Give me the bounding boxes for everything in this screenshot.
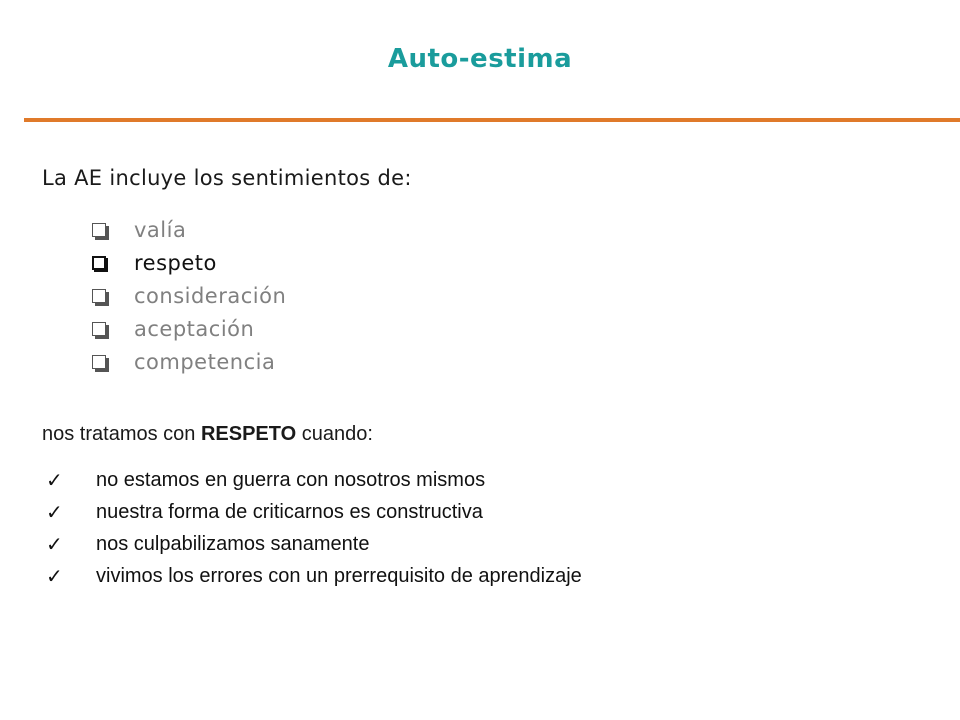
condition-text: no estamos en guerra con nosotros mismos <box>96 468 486 491</box>
intro-text: La AE incluye los sentimientos de: <box>42 166 412 190</box>
respect-intro-before: nos tratamos con <box>42 423 201 445</box>
checkmark-icon: ✓ <box>46 565 63 588</box>
feeling-item <box>92 279 286 312</box>
feelings-list <box>92 213 286 378</box>
condition-text: nuestra forma de criticarnos es constructiva <box>96 500 483 523</box>
respect-intro-after: cuando: <box>296 423 373 445</box>
respect-emphasis: RESPETO <box>200 423 297 445</box>
checkbox-square-icon <box>92 355 106 369</box>
conditions-list <box>46 464 582 592</box>
feeling-item-active <box>92 246 286 279</box>
feeling-label: aceptación <box>134 316 255 341</box>
slide-title: Auto-estima <box>387 44 573 74</box>
feeling-item <box>92 312 286 345</box>
condition-item <box>46 560 582 592</box>
feeling-label: consideración <box>134 283 287 308</box>
feeling-label: competencia <box>134 349 276 374</box>
condition-text: vivimos los errores con un prerrequisito de aprendizaje <box>96 564 582 587</box>
checkmark-icon: ✓ <box>46 533 63 556</box>
checkbox-square-icon <box>92 289 106 303</box>
feeling-item <box>92 345 286 378</box>
checkmark-icon: ✓ <box>46 469 63 492</box>
checkmark-icon: ✓ <box>46 501 63 524</box>
title-divider <box>24 118 960 122</box>
feeling-item <box>92 213 286 246</box>
checkbox-square-icon <box>92 256 106 270</box>
feeling-label: valía <box>134 217 187 242</box>
condition-item <box>46 464 582 496</box>
condition-item <box>46 528 582 560</box>
checkbox-square-icon <box>92 223 106 237</box>
condition-item <box>46 496 582 528</box>
checkbox-square-icon <box>92 322 106 336</box>
feeling-label: respeto <box>134 250 217 275</box>
respect-intro <box>42 423 373 446</box>
condition-text: nos culpabilizamos sanamente <box>96 532 370 555</box>
